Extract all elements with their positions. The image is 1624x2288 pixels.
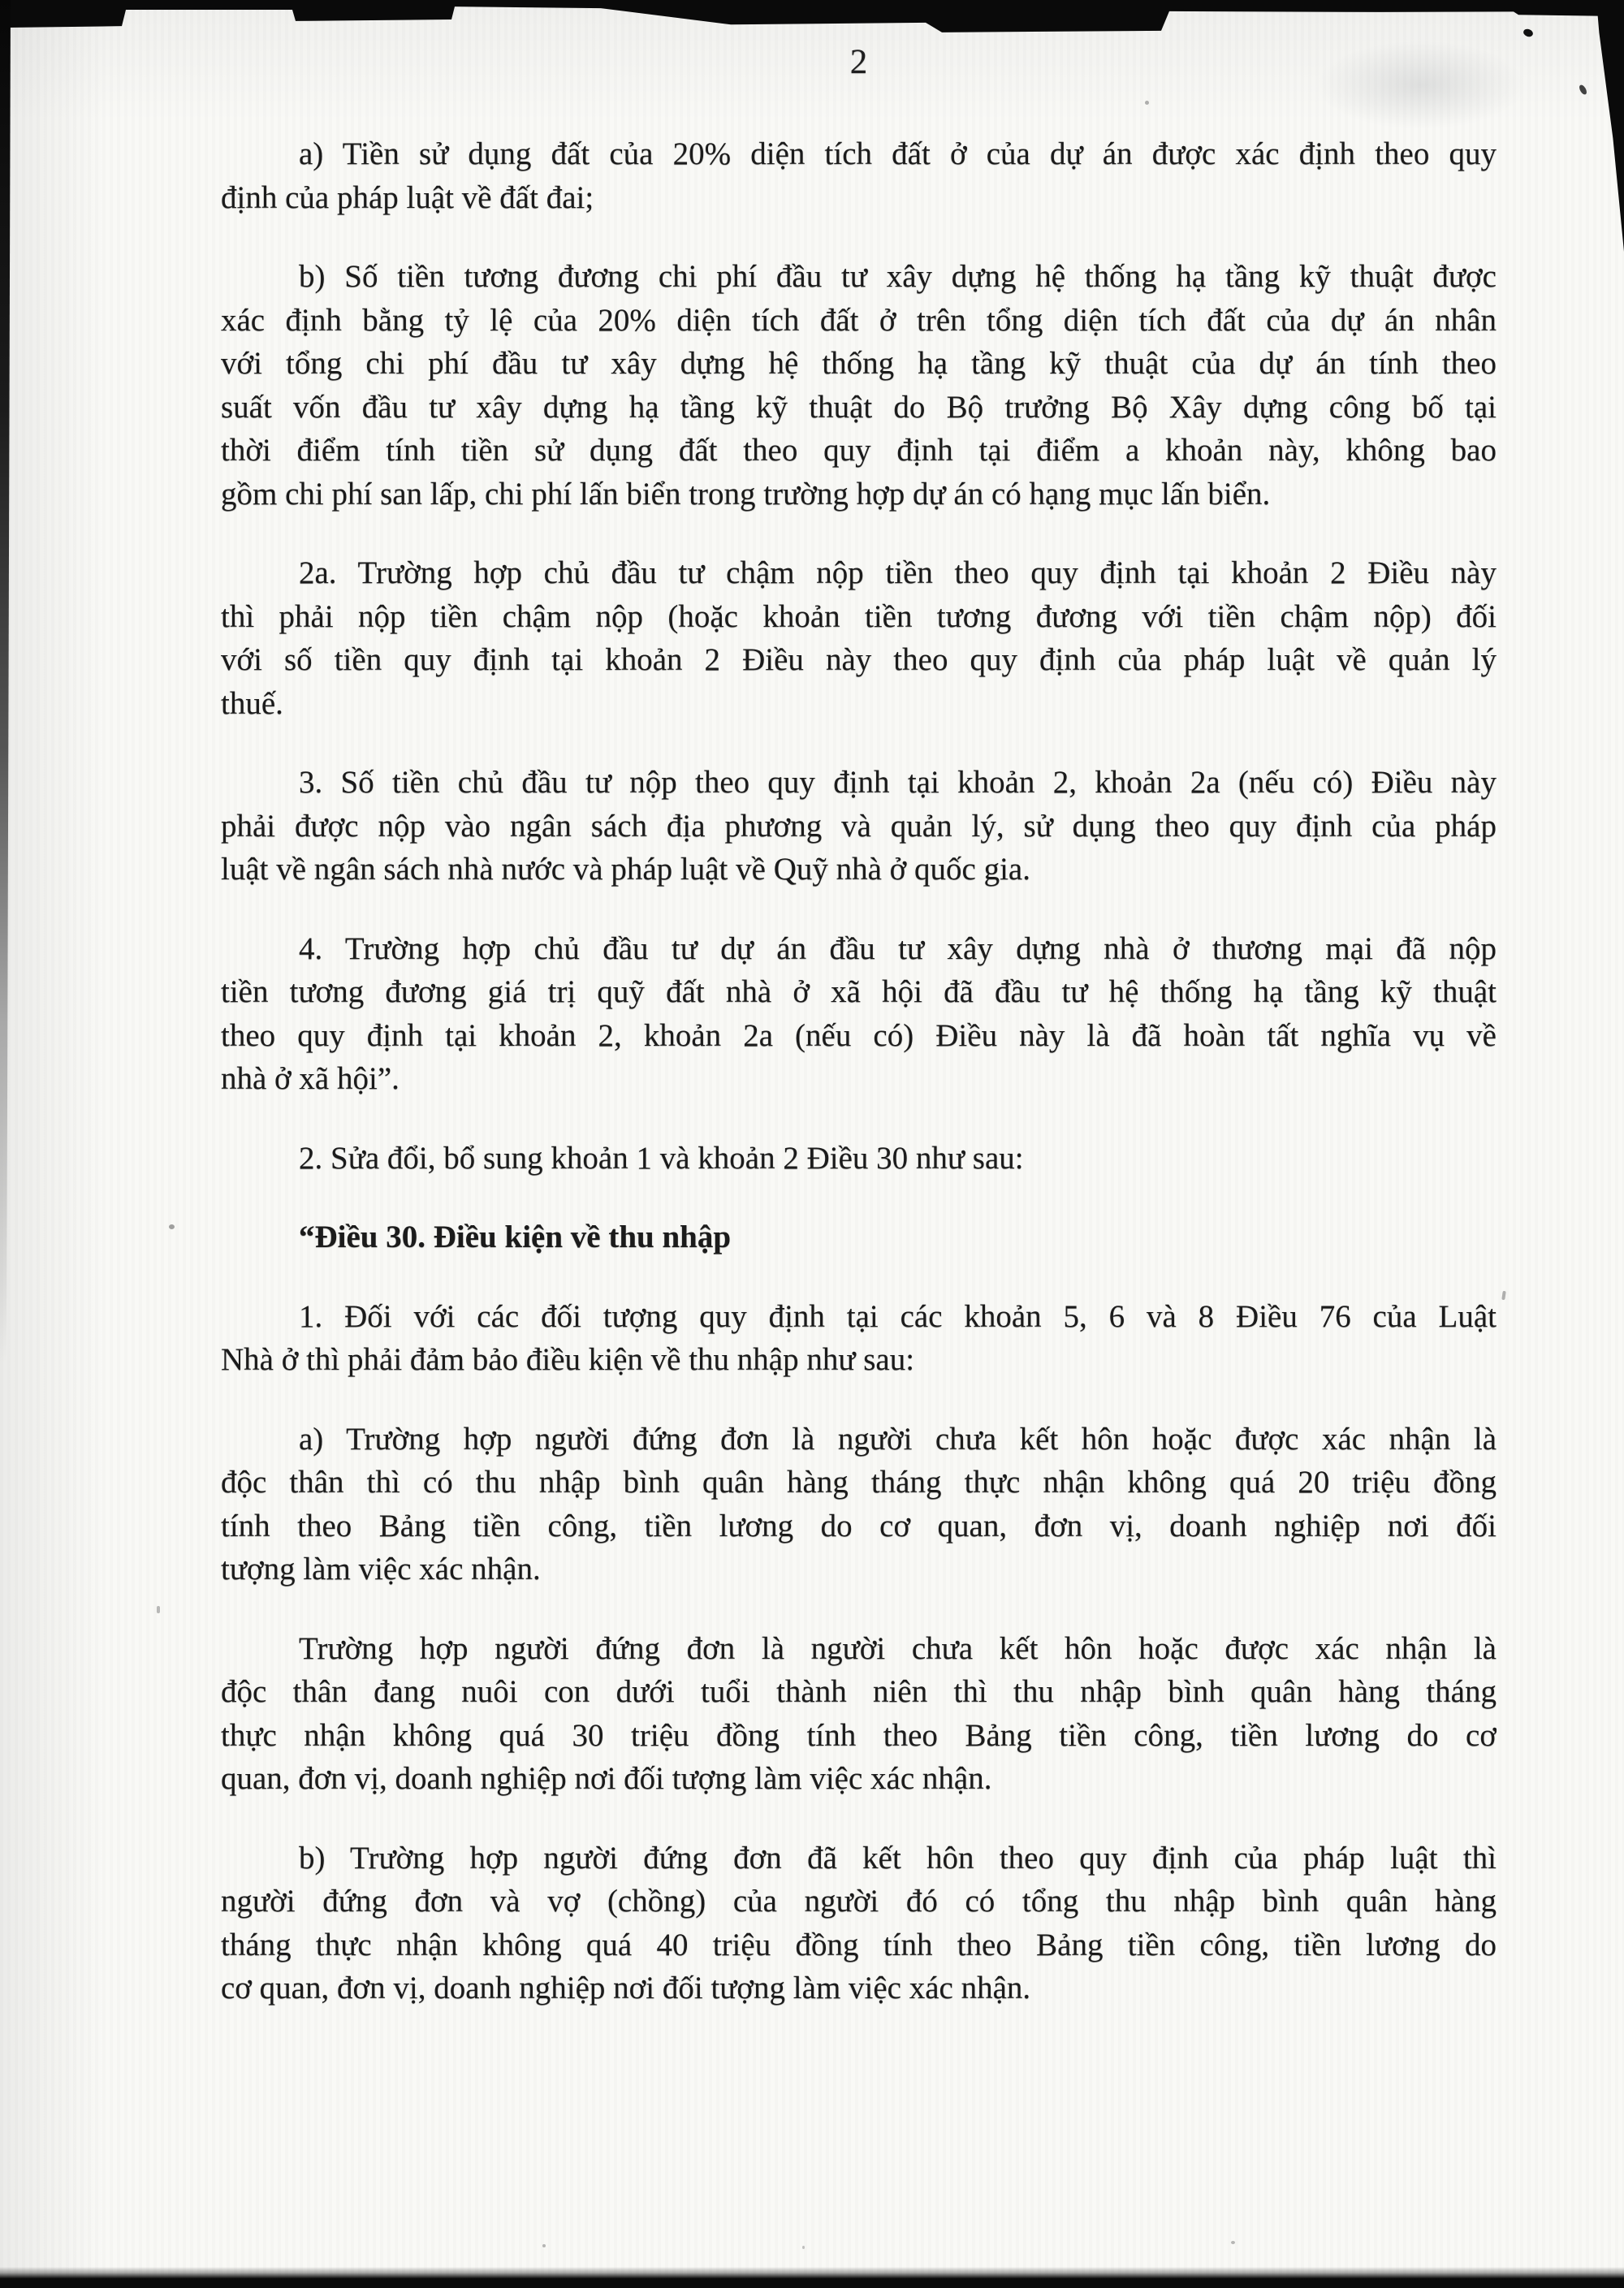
page-number: 2 [849, 43, 868, 81]
text-line: xác định bằng tỷ lệ của 20% diện tích đất ở trên tổng diện tích đất của dự án nhân [221, 302, 1497, 338]
text-line: với số tiền quy định tại khoản 2 Điều này theo quy định của pháp luật về quản lý [221, 642, 1497, 677]
scan-speck [1231, 2241, 1235, 2244]
text-line: quan, đơn vị, doanh nghiệp nơi đối tượng làm việc xác nhận. [221, 1761, 992, 1796]
text-line: tính theo Bảng tiền công, tiền lương do cơ quan, đơn vị, doanh nghiệp nơi đối [221, 1508, 1497, 1543]
para-amendment-2-article-30 [221, 1137, 1497, 1181]
text-line: Trường hợp người đứng đơn là người chưa kết hôn hoặc được xác nhận là [299, 1630, 1497, 1666]
text-line: tượng làm việc xác nhận. [221, 1552, 541, 1586]
scan-speck [802, 2246, 805, 2249]
scan-speck [157, 1606, 160, 1613]
text-line: tiền tương đương giá trị quỹ đất nhà ở xã hội đã đầu tư hệ thống hạ tầng kỹ thuật [221, 974, 1497, 1009]
document-body [221, 132, 1497, 2046]
scan-smudge [1315, 41, 1527, 130]
para-clause-1-subjects [221, 1295, 1497, 1382]
para-single-parent-30-million [221, 1627, 1497, 1801]
text-line: với tổng chi phí đầu tư xây dựng hệ thống hạ tầng kỹ thuật của dự án tính theo [221, 346, 1497, 381]
text-line: 4. Trường hợp chủ đầu tư dự án đầu tư xây dựng nhà ở thương mại đã nộp [299, 930, 1497, 966]
para-clause-4-obligation-complete [221, 927, 1497, 1101]
text-line: a) Tiền sử dụng đất của 20% diện tích đất ở của dự án được xác định theo quy [299, 136, 1497, 171]
text-line: Nhà ở thì phải đảm bảo điều kiện về thu nhập như sau: [221, 1342, 915, 1377]
text-line: phải được nộp vào ngân sách địa phương và quản lý, sử dụng theo quy định của pháp [221, 808, 1497, 844]
text-line: b) Trường hợp người đứng đơn đã kết hôn theo quy định của pháp luật thì [299, 1840, 1497, 1876]
text-line: thì phải nộp tiền chậm nộp (hoặc khoản tiền tương đương với tiền chậm nộp) đối [221, 598, 1497, 634]
text-line: tháng thực nhận không quá 40 triệu đồng tính theo Bảng tiền công, tiền lương do [221, 1927, 1497, 1962]
heading-article-30-income-condition [221, 1215, 1497, 1259]
para-point-a-land-fee [221, 132, 1497, 219]
text-line: định của pháp luật về đất đai; [221, 179, 594, 215]
text-line: 1. Đối với các đối tượng quy định tại các khoản 5, 6 và 8 Điều 76 của Luật [299, 1298, 1497, 1334]
scan-speck [169, 1224, 175, 1229]
text-line: 3. Số tiền chủ đầu tư nộp theo quy định tại khoản 2, khoản 2a (nếu có) Điều này [299, 765, 1497, 800]
para-point-a-single-20-million [221, 1418, 1497, 1591]
text-line: 2. Sửa đổi, bổ sung khoản 1 và khoản 2 Điều 30 như sau: [299, 1140, 1024, 1176]
text-line: thuế. [221, 685, 283, 721]
scan-edge-bottom [0, 2267, 1624, 2288]
text-line: nhà ở xã hội”. [221, 1061, 400, 1096]
para-clause-3-budget [221, 761, 1497, 891]
text-line: thực nhận không quá 30 triệu đồng tính theo Bảng tiền công, tiền lương do cơ [221, 1717, 1497, 1753]
text-line: suất vốn đầu tư xây dựng hạ tầng kỹ thuật do Bộ trưởng Bộ Xây dựng công bố tại [221, 389, 1497, 425]
text-line: cơ quan, đơn vị, doanh nghiệp nơi đối tượng làm việc xác nhận. [221, 1971, 1031, 2005]
text-line: theo quy định tại khoản 2, khoản 2a (nếu có) Điều này là đã hoàn tất nghĩa vụ về [221, 1017, 1497, 1053]
text-line: a) Trường hợp người đứng đơn là người chưa kết hôn hoặc được xác nhận là [299, 1421, 1497, 1457]
scan-speck [542, 2244, 546, 2247]
scan-speck [1145, 101, 1149, 105]
text-line: b) Số tiền tương đương chi phí đầu tư xây dựng hệ thống hạ tầng kỹ thuật được [299, 259, 1497, 294]
text-line: luật về ngân sách nhà nước và pháp luật về Quỹ nhà ở quốc gia. [221, 852, 1030, 887]
text-line: độc thân thì có thu nhập bình quân hàng tháng thực nhận không quá 20 triệu đồng [221, 1465, 1497, 1500]
text-line: thời điểm tính tiền sử dụng đất theo quy định tại điểm a khoản này, không bao [221, 433, 1497, 468]
text-line: 2a. Trường hợp chủ đầu tư chậm nộp tiền theo quy định tại khoản 2 Điều này [299, 555, 1497, 590]
text-line: người đứng đơn và vợ (chồng) của người đó có tổng thu nhập bình quân hàng [221, 1884, 1497, 1919]
text-line: “Điều 30. Điều kiện về thu nhập [299, 1220, 732, 1254]
para-point-b-married-40-million [221, 1837, 1497, 2010]
para-point-b-infrastructure-cost [221, 255, 1497, 516]
text-line: độc thân đang nuôi con dưới tuổi thành niên thì thu nhập bình quân hàng tháng [221, 1674, 1497, 1709]
para-clause-2a-late-payment [221, 551, 1497, 725]
text-line: gồm chi phí san lấp, chi phí lấn biển trong trường hợp dự án có hạng mục lấn biển. [221, 476, 1271, 512]
